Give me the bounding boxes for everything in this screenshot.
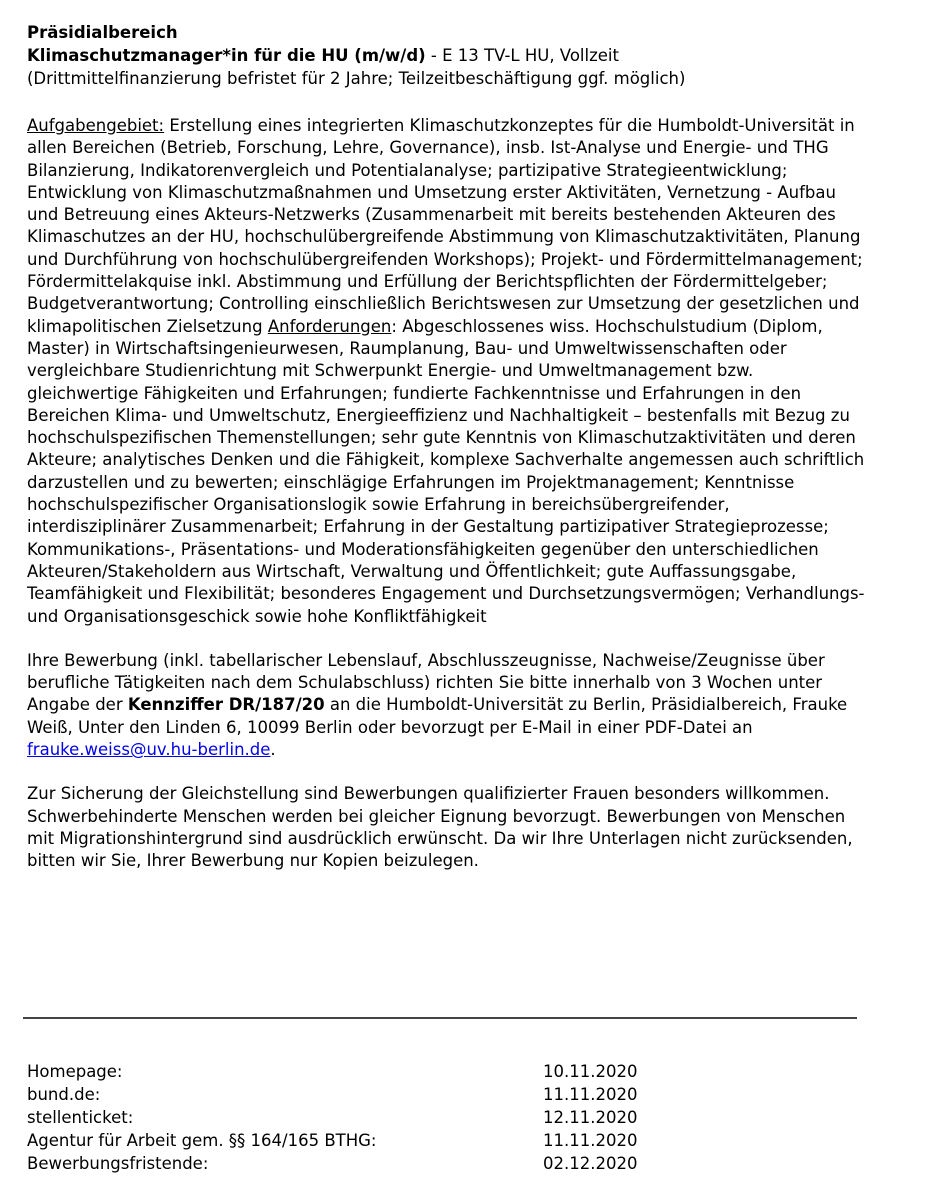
equality-text: Zur Sicherung der Gleichstellung sind Bewerbungen qualifizierter Frauen besonders willkommen. Schwerbehinderte Menschen werden bei gleicher Eignung bevorzugt. Bewerbungen von Menschen mit Migrationshintergrund sind ausdrücklich erwünscht. Da wir Ihre Unterlagen nicht zurücksenden, bitten wir Sie, Ihrer Bewerbung nur Kopien beizulegen.: [27, 784, 853, 871]
publication-channel-label: bund.de:: [27, 1085, 101, 1104]
publication-date: 02.12.2020: [543, 1154, 638, 1173]
table-row: [27, 1060, 727, 1083]
aufgabengebiet-label: Aufgabengebiet:: [27, 116, 165, 135]
kennziffer-value: Kennziffer DR/187/20: [127, 695, 325, 715]
publication-date: 12.11.2020: [543, 1108, 638, 1127]
job-title-line: [27, 44, 867, 67]
job-description: [27, 115, 867, 628]
job-title: Klimaschutzmanager*in für die HU (m/w/d): [27, 46, 426, 65]
email-link[interactable]: frauke.weiss@uv.hu-berlin.de: [27, 740, 271, 760]
application-text-start: Ihre Bewerbung (inkl. tabellarischer Lebenslauf, Abschlusszeugnisse, Nachweise/Zeugnisse über berufliche Tätigkeiten nach dem Schulabschluss) richten Sie bitte innerhalb von 3 Wochen unter Angabe der: [27, 650, 825, 715]
application-text-end: .: [270, 740, 276, 760]
document-content: [27, 21, 867, 895]
publication-date: 11.11.2020: [543, 1085, 638, 1104]
publication-date: 11.11.2020: [543, 1131, 638, 1150]
job-grade: - E 13 TV-L HU, Vollzeit: [425, 46, 619, 65]
application-instructions: [27, 650, 867, 761]
table-row: [27, 1083, 727, 1106]
publication-channel-label: Bewerbungsfristende:: [27, 1154, 209, 1173]
publication-channel-label: Agentur für Arbeit gem. §§ 164/165 BTHG:: [27, 1131, 377, 1150]
publication-dates-table: [27, 1060, 727, 1175]
publication-channel-label: stellenticket:: [27, 1108, 134, 1127]
application-text-middle: an die Humboldt-Universität zu Berlin, Präsidialbereich, Frauke Weiß, Unter den Linden 6, 10099 Berlin oder bevorzugt per E-Mail in einer PDF-Datei an: [27, 695, 848, 737]
job-header: [27, 21, 867, 90]
table-row: [27, 1129, 727, 1152]
table-row: [27, 1106, 727, 1129]
aufgabengebiet-text: Erstellung eines integrierten Klimaschutzkonzeptes für die Humboldt-Universität in allen Bereichen (Betrieb, Forschung, Lehre, Governance), insb. Ist-Analyse und Energie- und THG Bilanzierung, Indikatorenvergleich und Potentialanalyse; partizipative Strategieentwicklung; Entwicklung von Klimaschutzmaßnahmen und Umsetzung erster Aktivitäten, Vernetzung - Aufbau und Betreuung eines Akteurs-Netzwerks (Zusammenarbeit mit bereits bestehenden Akteuren des Klimaschutzes an der HU, hochschulübergreifende Abstimmung von Klimaschutzaktivitäten, Planung und Durchführung von hochschulübergreifenden Workshops); Projekt- und Fördermittelmanagement; Fördermittelakquise inkl. Abstimmung und Erfüllung der Berichtspflichten der Fördermittelgeber; Budgetverantwortung; Controlling einschließlich Berichtswesen zur Umsetzung der gesetzlichen und klimapolitischen Zielsetzung: [27, 116, 863, 336]
anforderungen-label: Anforderungen: [267, 316, 392, 336]
table-row: [27, 1152, 727, 1175]
equal-opportunity-notice: [27, 783, 867, 872]
department-name: Präsidialbereich: [27, 23, 178, 42]
publication-channel-label: Homepage:: [27, 1062, 123, 1081]
anforderungen-text: : Abgeschlossenes wiss. Hochschulstudium (Diplom, Master) in Wirtschaftsingenieurwesen, Raumplanung, Bau- und Umweltwissenschaften oder vergleichbare Studienrichtung mit Schwerpunkt Energie- und Umweltmanagement bzw. gleichwertige Fähigkeiten und Erfahrungen; fundierte Fachkenntnisse und Erfahrungen in den Bereichen Klima- und Umweltschutz, Energieeffizienz und Nachhaltigkeit – bestenfalls mit Bezug zu hochschulspezifischen Themenstellungen; sehr gute Kenntnis von Klimaschutzaktivitäten und deren Akteure; analytisches Denken und die Fähigkeit, komplexe Sachverhalte angemessen auch schriftlich darzustellen und zu bewerten; einschlägige Erfahrungen im Projektmanagement; Kenntnisse hochschulspezifischer Organisationslogik sowie Erfahrung in bereichsübergreifender, interdisziplinärer Zusammenarbeit; Erfahrung in der Gestaltung partizipativer Strategieprozesse; Kommunikations-, Präsentations- und Moderationsfähigkeiten gegenüber den unterschiedlichen Akteuren/Stakeholdern aus Wirtschaft, Verwaltung und Öffentlichkeit; gute Auffassungsgabe, Teamfähigkeit und Flexibilität; besonderes Engagement und Durchsetzungsvermögen; Verhandlungs- und Organisationsgeschick sowie hohe Konfliktfähigkeit: [27, 316, 865, 626]
divider-line: [23, 1017, 857, 1019]
job-terms: (Drittmittelfinanzierung befristet für 2 Jahre; Teilzeitbeschäftigung ggf. möglich): [27, 69, 686, 88]
publication-date: 10.11.2020: [543, 1062, 638, 1081]
